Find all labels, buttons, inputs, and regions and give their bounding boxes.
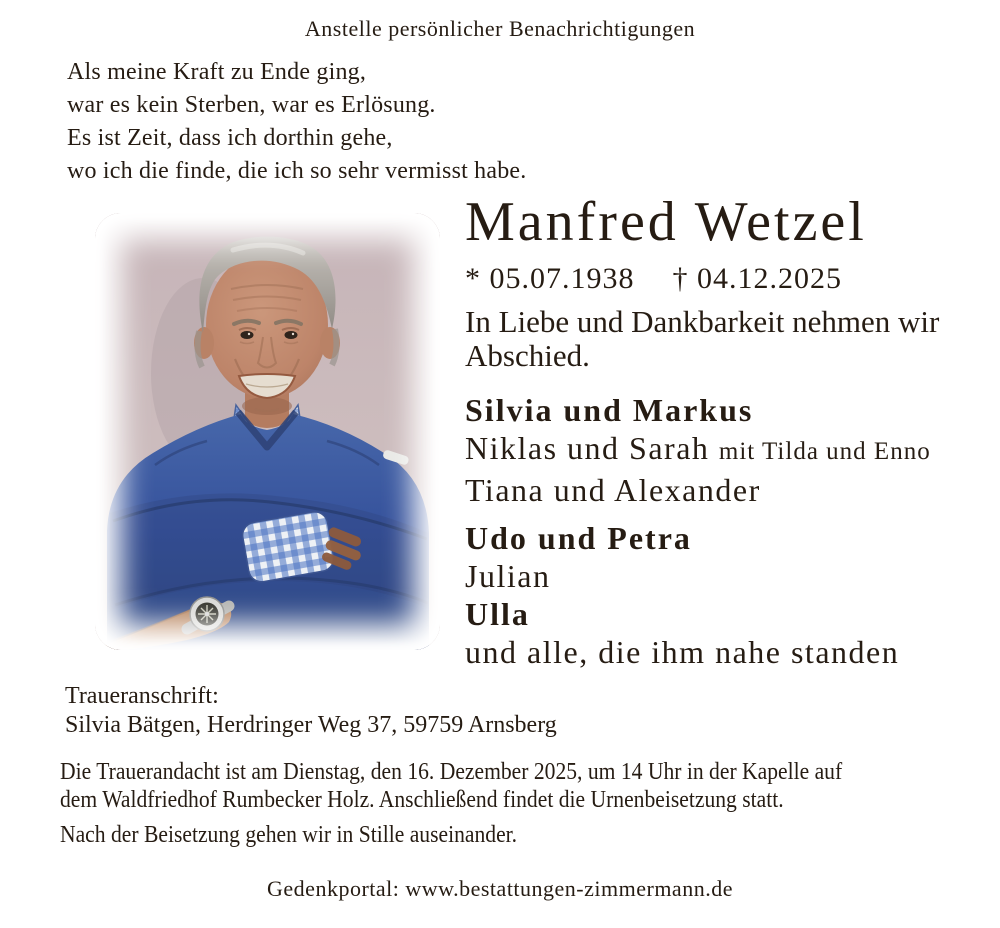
service-line-1: Die Trauerandacht ist am Dienstag, den 16. Dezember 2025, um 14 Uhr in der Kapelle auf bbox=[60, 759, 843, 785]
intro-line-2: Abschied. bbox=[465, 338, 590, 373]
service-info bbox=[60, 758, 929, 849]
closing-line: Nach der Beisetzung gehen wir in Stille auseinander. bbox=[60, 822, 518, 848]
service-line-2: dem Waldfriedhof Rumbecker Holz. Anschließend findet die Urnenbeisetzung statt. bbox=[60, 787, 784, 813]
address-label: Traueranschrift: bbox=[65, 683, 219, 709]
mourner-names: Niklas und Sarah bbox=[465, 430, 710, 466]
mourner-row bbox=[465, 429, 975, 471]
intro-text bbox=[465, 305, 975, 373]
mourner-row: und alle, die ihm nahe standen bbox=[465, 634, 900, 670]
mourner-suffix: mit Tilda und Enno bbox=[718, 438, 931, 465]
portrait-photo bbox=[95, 213, 440, 650]
poem bbox=[67, 56, 526, 188]
poem-line-4: wo ich die finde, die ich so sehr vermisst habe. bbox=[67, 158, 527, 184]
header-line: Anstelle persönlicher Benachrichtigungen bbox=[304, 16, 696, 41]
mourner-row: Ulla bbox=[465, 596, 530, 632]
poem-line-2: war es kein Sterben, war es Erlösung. bbox=[67, 92, 436, 118]
death-date: † 04.12.2025 bbox=[672, 262, 842, 295]
right-column bbox=[465, 193, 975, 671]
mourner-row: Silvia und Markus bbox=[465, 392, 754, 428]
mourner-row: Julian bbox=[465, 558, 551, 594]
deceased-name: Manfred Wetzel bbox=[465, 191, 867, 253]
life-dates bbox=[465, 263, 975, 295]
address-line: Silvia Bätgen, Herdringer Weg 37, 59759 Arnsberg bbox=[65, 712, 557, 738]
poem-line-3: Es ist Zeit, dass ich dorthin gehe, bbox=[67, 125, 393, 151]
mourning-address bbox=[65, 682, 557, 740]
portrait-illustration bbox=[95, 213, 440, 650]
mourner-row: Tiana und Alexander bbox=[465, 472, 761, 508]
mourners-list bbox=[465, 391, 975, 671]
mourner-row: Udo und Petra bbox=[465, 520, 692, 556]
poem-line-1: Als meine Kraft zu Ende ging, bbox=[67, 59, 367, 85]
intro-line-1: In Liebe und Dankbarkeit nehmen wir bbox=[465, 304, 940, 339]
footer-line: Gedenkportal: www.bestattungen-zimmermann.de bbox=[267, 876, 733, 901]
birth-date: * 05.07.1938 bbox=[465, 262, 635, 295]
